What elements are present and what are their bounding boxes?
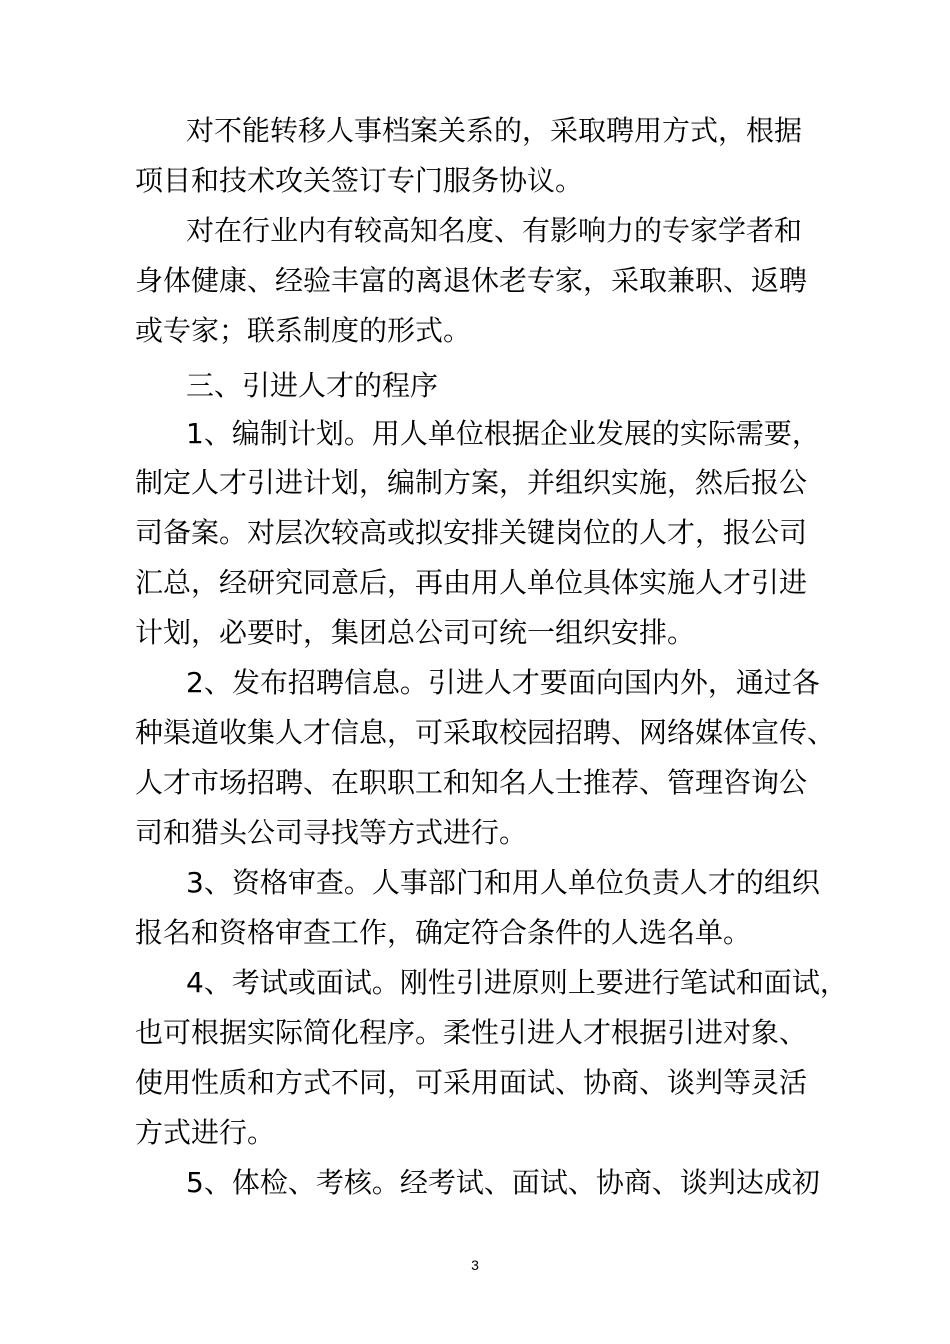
document-page: 对不能转移人事档案关系的，采取聘用方式，根据 项目和技术攻关签订专门服务协议。 对在行业内有较高知名度、有影响力的专家学者和 身体健康、经验丰富的离退休老专家，采取兼职、返聘 或专家；联系制度的形式。 三、引进人才的程序 1、编制计划。用人单位根据企业发展的实际需要， 制定人才引进计划，编制方案，并组织实施，然后报公 司备案。对层次较高或拟安排关键岗位的人才，报公司 汇总，经研究同意后，再由用人单位具体实施人才引进 计划，必要时，集团总公司可统一组织安排。 2、发布招聘信息。引进人才要面向国内外，通过各 种渠道收集人才信息，可采取校园招聘、网络媒体宣传、 人才市场招聘、在职职工和知名人士推荐、管理咨询公 司和猎头公司寻找等方式进行。 3、资格审查。人事部门和用人单位负责人才的组织 报名和资格审查工作，确定符合条件的人选名单。 4、考试或面试。刚性引进原则上要进行笔试和面试， 也可根据实际简化程序。柔性引进人才根据引进对象、 使用性质和方式不同，可采用面试、协商、谈判等灵活 方式进行。 5、体检、考核。经考试、面试、协商、谈判达成初 3 (0, 0, 950, 1344)
page-number: 3 (471, 1257, 479, 1273)
